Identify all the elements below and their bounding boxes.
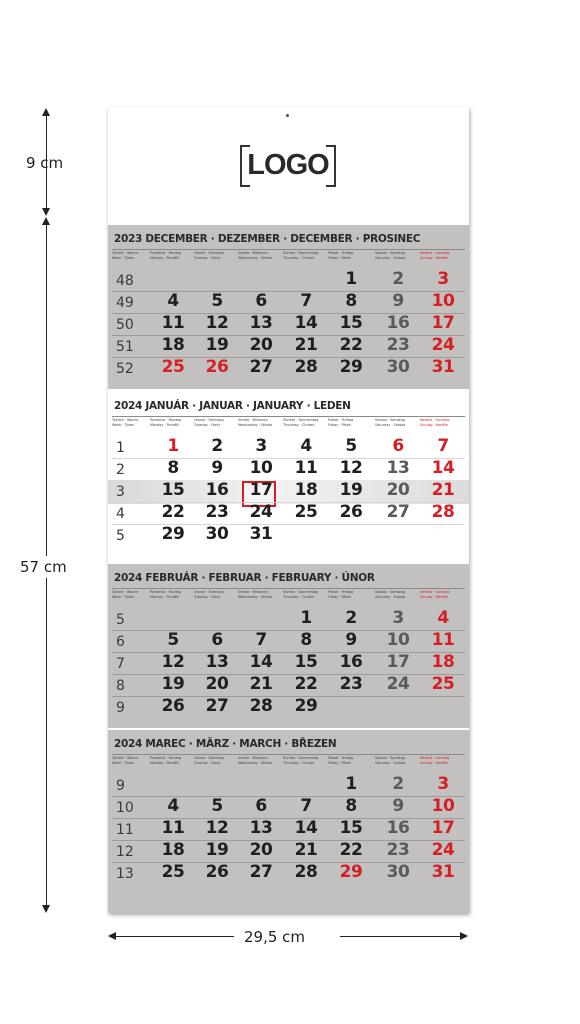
day-number: 27 [205, 696, 229, 716]
weekday-header: Štvrtok · Donnerstag Thursday · Čtvrtek [283, 418, 319, 427]
day-number: 28 [431, 502, 455, 522]
day-number: 31 [249, 524, 273, 544]
day-number: 18 [161, 840, 185, 860]
day-number: 4 [167, 291, 179, 311]
weekday-header: Štvrtok · Donnerstag Thursday · Čtvrtek [283, 756, 319, 765]
day-number: 25 [431, 674, 455, 694]
weekday-header: Streda · Mittwoch Wednesday · Středa [238, 418, 272, 427]
weekday-header: Nedeľa · Sonntag Sunday · Neděle [420, 251, 450, 260]
weekday-header: Utorok · Dienstag Tuesday · Úterý [194, 418, 224, 427]
day-number: 8 [300, 630, 312, 650]
week-number: 4 [116, 506, 125, 522]
weekday-header: Utorok · Dienstag Tuesday · Úterý [194, 590, 224, 599]
day-number: 5 [211, 291, 223, 311]
day-number: 25 [161, 357, 185, 377]
day-number: 8 [345, 291, 357, 311]
day-number: 2 [392, 269, 404, 289]
day-number: 29 [161, 524, 185, 544]
weekday-header: Pondelok · Montag Monday · Pondělí [150, 590, 182, 599]
week-number: 51 [116, 339, 134, 355]
day-number: 10 [431, 291, 455, 311]
day-number: 23 [386, 335, 410, 355]
weekday-header: Nedeľa · Sonntag Sunday · Neděle [420, 590, 450, 599]
day-number: 25 [294, 502, 318, 522]
weekday-header: Piatok · Freitag Friday · Pátek [328, 756, 354, 765]
day-number: 8 [345, 796, 357, 816]
day-number: 12 [205, 313, 229, 333]
day-number: 4 [300, 436, 312, 456]
day-number: 6 [392, 436, 404, 456]
day-number: 26 [205, 862, 229, 882]
weekday-header: Utorok · Dienstag Tuesday · Úterý [194, 251, 224, 260]
dimension-arrow-bottom [42, 905, 50, 913]
day-number: 14 [294, 818, 318, 838]
day-number: 2 [211, 436, 223, 456]
day-number: 15 [294, 652, 318, 672]
day-number: 8 [167, 458, 179, 478]
week-number: 13 [116, 866, 134, 882]
day-number: 19 [205, 840, 229, 860]
day-number: 31 [431, 357, 455, 377]
width-label: 29,5 cm [244, 928, 306, 946]
day-number: 6 [211, 630, 223, 650]
day-number: 17 [431, 313, 455, 333]
day-number: 23 [386, 840, 410, 860]
day-number: 27 [249, 862, 273, 882]
wall-calendar [108, 107, 469, 913]
week-column-header: Týždeň · Woche Week · Týden [112, 590, 139, 599]
day-number: 10 [386, 630, 410, 650]
day-number: 19 [205, 335, 229, 355]
weekday-header: Piatok · Freitag Friday · Pátek [328, 251, 354, 260]
week-number: 3 [116, 484, 125, 500]
month-title-rule [112, 249, 465, 250]
week-number: 48 [116, 273, 134, 289]
day-number: 23 [339, 674, 363, 694]
weekday-header: Pondelok · Montag Monday · Pondělí [150, 756, 182, 765]
month-title-rule [112, 588, 465, 589]
weekday-header: Streda · Mittwoch Wednesday · Středa [238, 756, 272, 765]
week-number: 52 [116, 361, 134, 377]
week-column-header: Týždeň · Woche Week · Týden [112, 418, 139, 427]
logo-bracket-right [326, 145, 336, 187]
week-number: 50 [116, 317, 134, 333]
day-number: 11 [161, 818, 185, 838]
day-number: 10 [431, 796, 455, 816]
day-number: 30 [386, 862, 410, 882]
day-number: 15 [161, 480, 185, 500]
day-number: 22 [294, 674, 318, 694]
weekday-header: Sobota · Samstag Saturday · Sobota [375, 251, 406, 260]
day-number: 17 [249, 480, 273, 500]
week-number: 6 [116, 634, 125, 650]
month-title: 2024 FEBRUÁR · FEBRUAR · FEBRUARY · ÚNOR [114, 572, 375, 584]
month-title-rule [112, 416, 465, 417]
day-number: 30 [205, 524, 229, 544]
day-number: 16 [386, 818, 410, 838]
day-number: 15 [339, 313, 363, 333]
week-number: 9 [116, 778, 125, 794]
day-number: 19 [161, 674, 185, 694]
day-number: 11 [431, 630, 455, 650]
day-number: 14 [249, 652, 273, 672]
weekday-header: Streda · Mittwoch Wednesday · Středa [238, 251, 272, 260]
day-number: 9 [392, 291, 404, 311]
day-number: 22 [339, 335, 363, 355]
weekday-header: Štvrtok · Donnerstag Thursday · Čtvrtek [283, 590, 319, 599]
day-number: 6 [255, 796, 267, 816]
day-number: 28 [249, 696, 273, 716]
day-number: 7 [300, 796, 312, 816]
month-title-rule [112, 754, 465, 755]
weekday-header: Pondelok · Montag Monday · Pondělí [150, 251, 182, 260]
body-height-label: 57 cm [20, 558, 67, 576]
month-title: 2024 JANUÁR · JANUAR · JANUARY · LEDEN [114, 400, 351, 412]
day-number: 3 [437, 269, 449, 289]
day-number: 3 [255, 436, 267, 456]
header-height-label: 9 cm [26, 154, 64, 172]
dimension-line-width-left [114, 936, 234, 937]
logo-text: LOGO [247, 149, 329, 181]
day-number: 28 [294, 357, 318, 377]
week-number: 11 [116, 822, 134, 838]
day-number: 5 [211, 796, 223, 816]
month-title: 2023 DECEMBER · DEZEMBER · DECEMBER · PROSINEC [114, 233, 421, 245]
day-number: 13 [386, 458, 410, 478]
day-number: 14 [431, 458, 455, 478]
week-number: 2 [116, 462, 125, 478]
day-number: 18 [431, 652, 455, 672]
dimension-arrow-header-bottom [42, 208, 50, 216]
month-panel [108, 392, 469, 562]
calendar-header [108, 107, 469, 217]
day-number: 17 [386, 652, 410, 672]
day-number: 24 [249, 502, 273, 522]
month-title: 2024 MAREC · MÄRZ · MARCH · BŘEZEN [114, 738, 337, 750]
day-number: 31 [431, 862, 455, 882]
day-number: 21 [294, 335, 318, 355]
day-number: 26 [205, 357, 229, 377]
weekday-header: Piatok · Freitag Friday · Pátek [328, 418, 354, 427]
dimension-line-width-right [340, 936, 462, 937]
day-number: 1 [345, 774, 357, 794]
week-column-header: Týždeň · Woche Week · Týden [112, 756, 139, 765]
weekday-header: Piatok · Freitag Friday · Pátek [328, 590, 354, 599]
day-number: 6 [255, 291, 267, 311]
day-number: 10 [249, 458, 273, 478]
hanging-hole [286, 114, 289, 117]
day-number: 13 [205, 652, 229, 672]
day-number: 11 [161, 313, 185, 333]
day-number: 20 [386, 480, 410, 500]
weekday-header: Štvrtok · Donnerstag Thursday · Čtvrtek [283, 251, 319, 260]
day-number: 22 [339, 840, 363, 860]
day-number: 21 [294, 840, 318, 860]
day-number: 1 [300, 608, 312, 628]
day-number: 1 [167, 436, 179, 456]
day-number: 17 [431, 818, 455, 838]
weekday-header: Pondelok · Montag Monday · Pondělí [150, 418, 182, 427]
day-number: 20 [249, 335, 273, 355]
weekday-header: Streda · Mittwoch Wednesday · Středa [238, 590, 272, 599]
day-number: 2 [392, 774, 404, 794]
week-number: 9 [116, 700, 125, 716]
day-number: 5 [167, 630, 179, 650]
day-number: 24 [386, 674, 410, 694]
day-number: 25 [161, 862, 185, 882]
weekday-header: Utorok · Dienstag Tuesday · Úterý [194, 756, 224, 765]
day-number: 20 [205, 674, 229, 694]
day-number: 29 [294, 696, 318, 716]
weekday-header: Sobota · Samstag Saturday · Sobota [375, 590, 406, 599]
day-number: 14 [294, 313, 318, 333]
week-number: 7 [116, 656, 125, 672]
month-panel [108, 564, 469, 728]
day-number: 30 [386, 357, 410, 377]
day-number: 2 [345, 608, 357, 628]
month-panel [108, 225, 469, 389]
day-number: 20 [249, 840, 273, 860]
day-number: 4 [437, 608, 449, 628]
logo [240, 145, 336, 187]
day-number: 12 [161, 652, 185, 672]
day-number: 16 [205, 480, 229, 500]
week-number: 10 [116, 800, 134, 816]
weekday-header: Nedeľa · Sonntag Sunday · Neděle [420, 756, 450, 765]
day-number: 27 [386, 502, 410, 522]
day-number: 29 [339, 862, 363, 882]
weekday-header: Sobota · Samstag Saturday · Sobota [375, 756, 406, 765]
day-number: 26 [161, 696, 185, 716]
day-number: 13 [249, 818, 273, 838]
day-number: 28 [294, 862, 318, 882]
day-number: 11 [294, 458, 318, 478]
week-number: 5 [116, 612, 125, 628]
day-number: 16 [339, 652, 363, 672]
day-number: 12 [205, 818, 229, 838]
day-number: 18 [294, 480, 318, 500]
day-number: 7 [300, 291, 312, 311]
week-number: 8 [116, 678, 125, 694]
week-number: 12 [116, 844, 134, 860]
day-number: 7 [437, 436, 449, 456]
day-number: 3 [437, 774, 449, 794]
day-number: 23 [205, 502, 229, 522]
day-number: 4 [167, 796, 179, 816]
day-number: 9 [211, 458, 223, 478]
day-number: 24 [431, 335, 455, 355]
day-number: 19 [339, 480, 363, 500]
day-number: 1 [345, 269, 357, 289]
day-number: 13 [249, 313, 273, 333]
day-number: 16 [386, 313, 410, 333]
day-number: 12 [339, 458, 363, 478]
week-column-header: Týždeň · Woche Week · Týden [112, 251, 139, 260]
dimension-arrow-right [460, 932, 468, 940]
day-number: 22 [161, 502, 185, 522]
week-number: 49 [116, 295, 134, 311]
day-number: 26 [339, 502, 363, 522]
week-number: 5 [116, 528, 125, 544]
day-number: 29 [339, 357, 363, 377]
day-number: 7 [255, 630, 267, 650]
weekday-header: Nedeľa · Sonntag Sunday · Neděle [420, 418, 450, 427]
day-number: 21 [249, 674, 273, 694]
day-number: 9 [392, 796, 404, 816]
week-number: 1 [116, 440, 125, 456]
weekday-header: Sobota · Samstag Saturday · Sobota [375, 418, 406, 427]
day-number: 15 [339, 818, 363, 838]
day-number: 24 [431, 840, 455, 860]
day-number: 27 [249, 357, 273, 377]
day-number: 9 [345, 630, 357, 650]
day-number: 21 [431, 480, 455, 500]
month-panel [108, 730, 469, 913]
day-number: 18 [161, 335, 185, 355]
day-number: 3 [392, 608, 404, 628]
day-number: 5 [345, 436, 357, 456]
